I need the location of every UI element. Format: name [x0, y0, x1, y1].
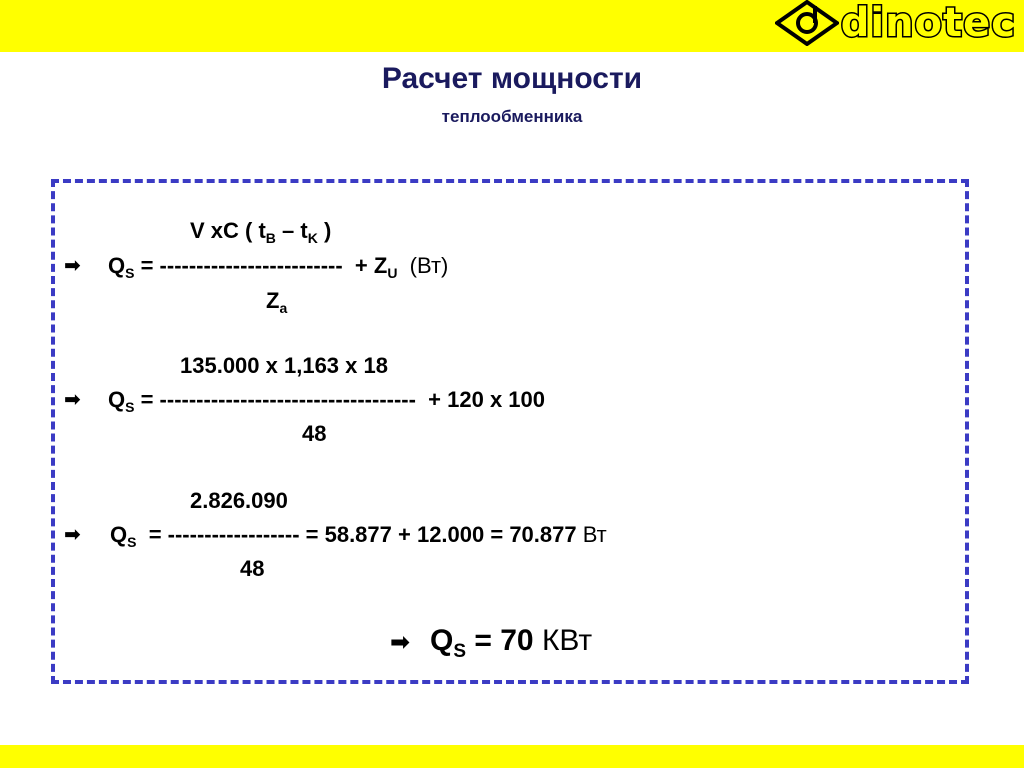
brand-logo	[775, 0, 1016, 46]
arrow-icon: ➡	[390, 629, 411, 656]
page-title: Расчет мощности	[381, 62, 643, 95]
formula2-numerator: 135.000 x 1,163 x 18	[180, 353, 388, 378]
page-subtitle: теплообменника	[441, 107, 583, 126]
arrow-icon: ➡	[64, 524, 81, 546]
formula2-line: $Q_S$ = ----------------------------------- + 120 x 100	[108, 387, 546, 415]
arrow-icon: ➡	[64, 255, 81, 277]
formula3-numerator: 2.826.090	[190, 488, 288, 513]
arrow-icon: ➡	[64, 389, 81, 411]
formula1-denominator: $Z_a$	[266, 288, 288, 316]
formula2-denominator: 48	[302, 421, 327, 446]
brand-name: dinotec	[840, 0, 1016, 46]
formula1-numerator: V xC ( $t_B - t_K$ )	[190, 218, 332, 246]
formula3-denominator: 48	[240, 556, 265, 581]
dinotec-logo-icon	[775, 0, 839, 46]
formula3-line: $Q_S$ = ------------------ = 58.877 + 12.000 = 70.877 Вт	[110, 522, 607, 550]
formula1-line: $Q_S$ = ------------------------- + $Z_U$ (Вт)	[108, 253, 449, 281]
result-line: $Q_S = 70$ КВт	[430, 624, 593, 662]
bottom-yellow-band	[0, 745, 1024, 768]
